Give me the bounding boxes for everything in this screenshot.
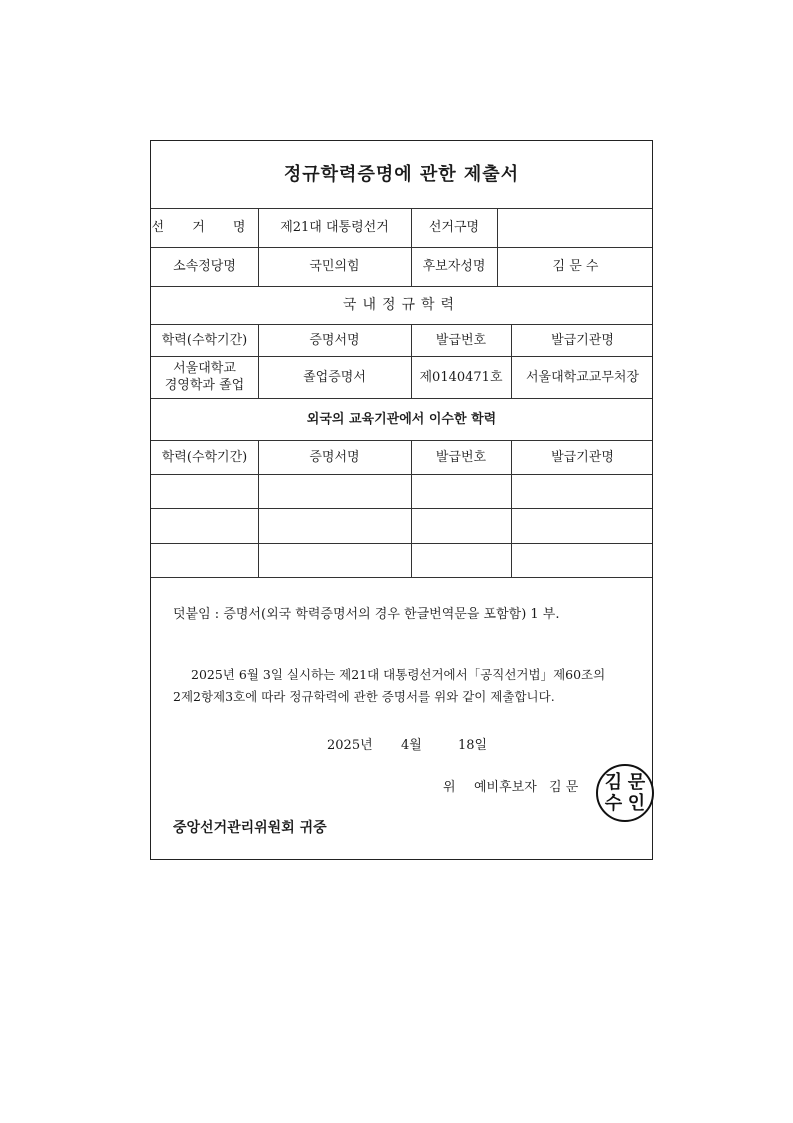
table-cell-empty: [511, 543, 654, 577]
col-header-issuer: 발급기관명: [551, 449, 614, 465]
seal-char: 김: [604, 771, 623, 793]
col-header-education: 학력(수학기간): [161, 449, 248, 465]
candidate-label: 후보자성명: [422, 259, 486, 274]
table-cell-issuer: 서울대학교교무처장: [525, 369, 640, 385]
table-cell-education: [151, 356, 258, 398]
education-line-2: 경영학과 졸업: [164, 378, 245, 393]
date-day: 18일: [458, 738, 488, 753]
personal-seal-stamp: [596, 764, 654, 822]
table-cell-empty: [411, 543, 511, 577]
table-cell-empty: [258, 508, 411, 543]
seal-char: 인: [627, 792, 646, 814]
foreign-education-header: 외국의 교육기관에서 이수한 학력: [306, 411, 497, 427]
district-label: 선거구명: [428, 220, 480, 235]
party-value: 국민의힘: [309, 259, 360, 274]
election-name-value: 제21대 대통령선거: [280, 220, 389, 235]
table-cell-empty: [511, 508, 654, 543]
election-name-label: 선 거 명: [151, 220, 258, 235]
col-header-certificate: 증명서명: [309, 449, 360, 465]
date-month: 4월: [401, 738, 422, 753]
signer-prefix: 위: [443, 780, 456, 795]
education-line-1: 서울대학교: [173, 361, 236, 376]
recipient: 중앙선거관리위원회 귀중: [173, 820, 327, 836]
col-header-issuer: 발급기관명: [551, 332, 614, 348]
form-title: 정규학력증명에 관한 제출서: [283, 164, 520, 185]
attachment-note: 덧붙임 : 증명서(외국 학력증명서의 경우 한글번역문을 포함함) 1 부.: [173, 607, 560, 622]
body-text-line-1: 2025년 6월 3일 실시하는 제21대 대통령선거에서「공직선거법」제60조의: [191, 667, 606, 682]
table-cell-empty: [411, 474, 511, 508]
col-header-education: 학력(수학기간): [161, 332, 248, 348]
table-cell-empty: [151, 474, 258, 508]
col-header-certificate: 증명서명: [309, 332, 360, 348]
table-cell-empty: [258, 543, 411, 577]
table-cell-empty: [411, 508, 511, 543]
table-cell-empty: [511, 474, 654, 508]
date-year: 2025년: [327, 738, 373, 753]
row-divider: [151, 577, 652, 578]
table-cell-certificate: 졸업증명서: [303, 369, 366, 385]
party-label: 소속정당명: [173, 259, 236, 274]
signer-name: 김 문: [549, 780, 579, 795]
table-cell-empty: [151, 543, 258, 577]
col-header-issue-number: 발급번호: [435, 332, 487, 348]
signer-role: 예비후보자: [474, 780, 537, 795]
candidate-value: 김 문 수: [552, 259, 599, 274]
table-cell-issue-number: 제0140471호: [419, 369, 503, 385]
seal-char: 문: [627, 771, 646, 793]
domestic-education-header: 국내정규학력: [342, 296, 461, 313]
seal-char: 수: [604, 792, 623, 814]
submission-form: [150, 140, 653, 860]
col-header-issue-number: 발급번호: [435, 449, 487, 465]
body-text-line-2: 2제2항제3호에 따라 정규학력에 관한 증명서를 위와 같이 제출합니다.: [173, 689, 555, 704]
table-cell-empty: [151, 508, 258, 543]
district-value: [497, 208, 654, 247]
table-cell-empty: [258, 474, 411, 508]
